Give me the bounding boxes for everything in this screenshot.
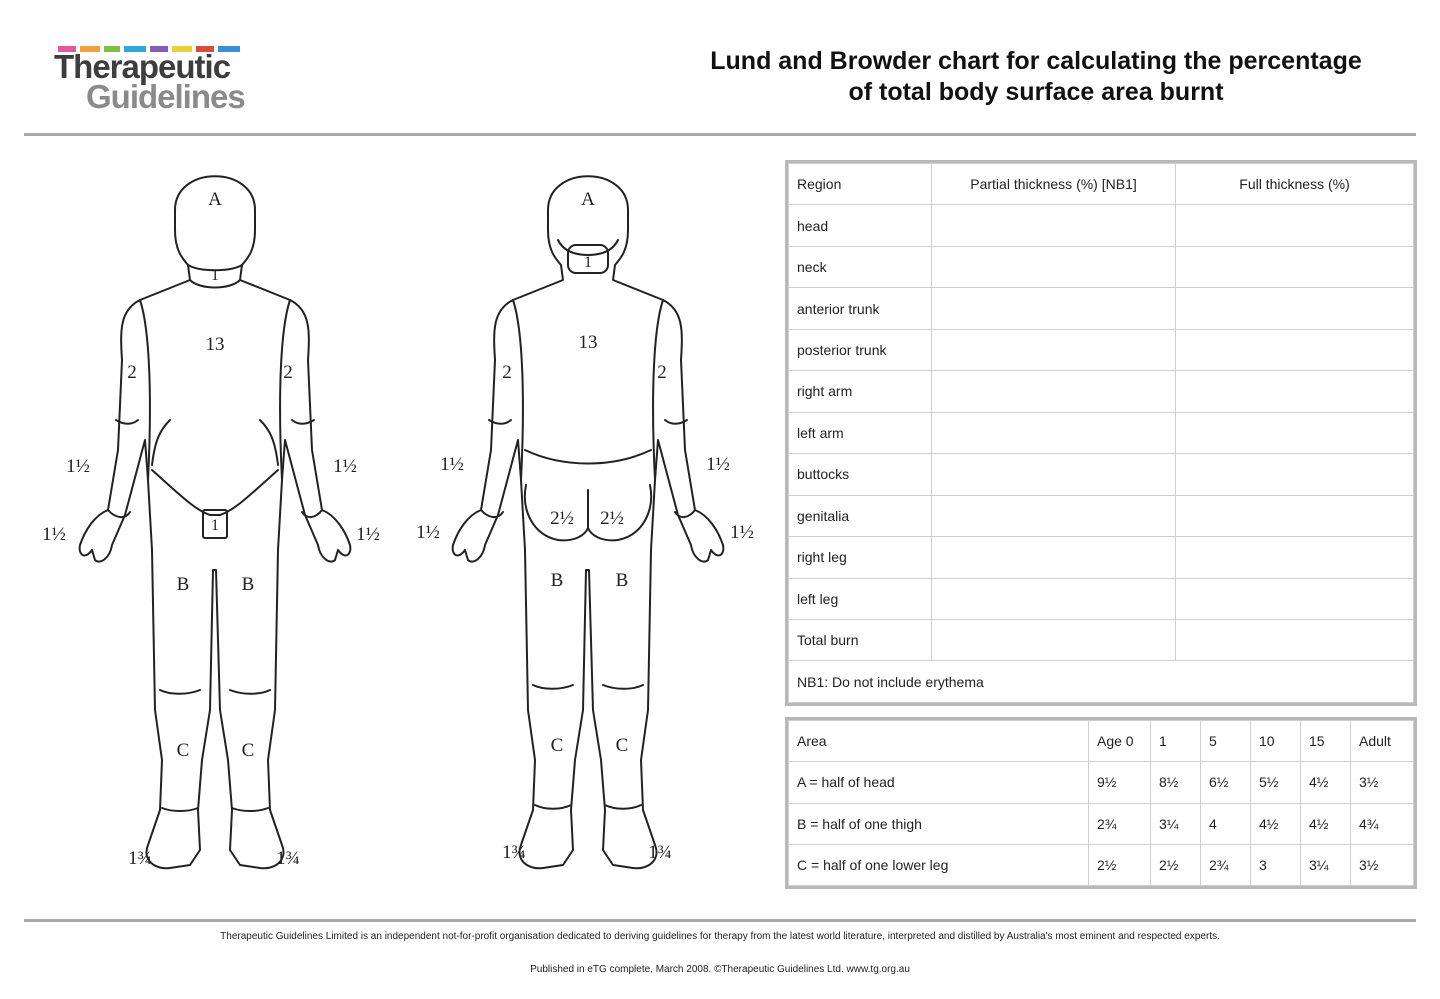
area-name: A = half of head xyxy=(789,762,1089,803)
table-row xyxy=(789,762,1414,803)
value-cell: 4½ xyxy=(1251,803,1301,844)
table-row xyxy=(789,454,1414,495)
back-right-buttock-label: 2½ xyxy=(550,508,574,529)
partial-thickness-cell[interactable] xyxy=(932,329,1176,370)
full-thickness-cell[interactable] xyxy=(1176,619,1414,660)
full-thickness-cell[interactable] xyxy=(1176,412,1414,453)
table-row xyxy=(789,412,1414,453)
region-name: right arm xyxy=(789,371,932,412)
front-genitalia-label: 1 xyxy=(211,517,219,534)
partial-thickness-cell[interactable] xyxy=(932,412,1176,453)
table-row xyxy=(789,844,1414,885)
header-full-thickness: Full thickness (%) xyxy=(1176,164,1414,205)
value-cell: 8½ xyxy=(1151,762,1201,803)
front-left-foot-label: 1¾ xyxy=(276,848,300,869)
full-thickness-cell[interactable] xyxy=(1176,246,1414,287)
front-trunk-label: 13 xyxy=(205,334,225,355)
header-area: Area xyxy=(789,721,1089,762)
title-line-2: of total body surface area burnt xyxy=(848,78,1224,106)
footer-divider xyxy=(24,919,1416,922)
table-note: NB1: Do not include erythema xyxy=(789,661,1414,703)
table-row xyxy=(789,578,1414,619)
front-neck-label: 1 xyxy=(211,267,219,284)
back-left-forearm-label: 1½ xyxy=(706,454,730,475)
header-age-10: 10 xyxy=(1251,721,1301,762)
front-left-forearm-label: 1½ xyxy=(333,456,357,477)
therapeutic-guidelines-logo xyxy=(50,40,270,120)
partial-thickness-cell[interactable] xyxy=(932,371,1176,412)
value-cell: 2¾ xyxy=(1089,803,1151,844)
region-name: genitalia xyxy=(789,495,932,536)
partial-thickness-cell[interactable] xyxy=(932,578,1176,619)
value-cell: 2½ xyxy=(1151,844,1201,885)
area-name: C = half of one lower leg xyxy=(789,844,1089,885)
partial-thickness-cell[interactable] xyxy=(932,454,1176,495)
region-name: right leg xyxy=(789,537,932,578)
front-left-hand-label: 1½ xyxy=(356,524,380,545)
back-body-outline xyxy=(453,176,724,868)
header-age-1: 1 xyxy=(1151,721,1201,762)
table-row xyxy=(789,371,1414,412)
table-row xyxy=(789,495,1414,536)
back-neck-label: 1 xyxy=(584,254,592,271)
partial-thickness-cell[interactable] xyxy=(932,619,1176,660)
front-right-lower-leg-label: C xyxy=(176,740,190,761)
value-cell: 3½ xyxy=(1351,844,1414,885)
value-cell: 3 xyxy=(1251,844,1301,885)
value-cell: 5½ xyxy=(1251,762,1301,803)
header-age-5: 5 xyxy=(1201,721,1251,762)
value-cell: 4½ xyxy=(1301,803,1351,844)
back-right-upper-arm-label: 2 xyxy=(502,362,512,383)
table-row xyxy=(789,288,1414,329)
partial-thickness-cell[interactable] xyxy=(932,205,1176,246)
region-name: left leg xyxy=(789,578,932,619)
table-row xyxy=(789,537,1414,578)
footer-publication: Published in eTG complete, March 2008. ©Therapeutic Guidelines Ltd. www.tg.org.au xyxy=(530,964,910,975)
back-left-hand-label: 1½ xyxy=(730,522,754,543)
partial-thickness-cell[interactable] xyxy=(932,495,1176,536)
region-table-header-row xyxy=(789,164,1414,205)
page-title xyxy=(656,46,1416,108)
back-right-forearm-label: 1½ xyxy=(440,454,464,475)
header-age-adult: Adult xyxy=(1351,721,1414,762)
table-row xyxy=(789,329,1414,370)
front-left-lower-leg-label: C xyxy=(241,740,255,761)
front-left-thigh-label: B xyxy=(241,574,255,595)
table-row xyxy=(789,246,1414,287)
value-cell: 3¼ xyxy=(1151,803,1201,844)
value-cell: 9½ xyxy=(1089,762,1151,803)
value-cell: 4½ xyxy=(1301,762,1351,803)
region-name: Total burn xyxy=(789,619,932,660)
value-cell: 6½ xyxy=(1201,762,1251,803)
value-cell: 4 xyxy=(1201,803,1251,844)
partial-thickness-cell[interactable] xyxy=(932,288,1176,329)
front-right-upper-arm-label: 2 xyxy=(127,362,137,383)
back-left-lower-leg-label: C xyxy=(615,735,629,756)
front-right-foot-label: 1¾ xyxy=(128,848,152,869)
front-head-label: A xyxy=(208,189,222,210)
value-cell: 3¼ xyxy=(1301,844,1351,885)
region-name: head xyxy=(789,205,932,246)
back-left-upper-arm-label: 2 xyxy=(657,362,667,383)
table-row xyxy=(789,205,1414,246)
front-right-hand-label: 1½ xyxy=(42,524,66,545)
back-left-thigh-label: B xyxy=(615,570,629,591)
header-age-0: Age 0 xyxy=(1089,721,1151,762)
back-left-buttock-label: 2½ xyxy=(600,508,624,529)
region-name: anterior trunk xyxy=(789,288,932,329)
region-burn-table xyxy=(785,160,1417,706)
body-diagrams xyxy=(20,150,780,910)
age-percentage-table xyxy=(785,717,1417,889)
table-row xyxy=(789,803,1414,844)
back-left-foot-label: 1¾ xyxy=(648,842,672,863)
region-name: neck xyxy=(789,246,932,287)
front-right-thigh-label: B xyxy=(176,574,190,595)
full-thickness-cell[interactable] xyxy=(1176,329,1414,370)
front-right-forearm-label: 1½ xyxy=(66,456,90,477)
front-left-upper-arm-label: 2 xyxy=(283,362,293,383)
value-cell: 3½ xyxy=(1351,762,1414,803)
value-cell: 2¾ xyxy=(1201,844,1251,885)
footer-description: Therapeutic Guidelines Limited is an independent not-for-profit organisation dedicated to deriving guidelines for therapy from the latest world literature, interpreted and distilled by Australia's most eminent and respected experts. xyxy=(220,931,1220,942)
back-right-foot-label: 1¾ xyxy=(502,842,526,863)
back-head-label: A xyxy=(581,189,595,210)
table-row xyxy=(789,619,1414,660)
partial-thickness-cell[interactable] xyxy=(932,246,1176,287)
back-right-hand-label: 1½ xyxy=(416,522,440,543)
value-cell: 2½ xyxy=(1089,844,1151,885)
region-name: left arm xyxy=(789,412,932,453)
header-divider xyxy=(24,133,1416,136)
back-right-thigh-label: B xyxy=(550,570,564,591)
logo-text-therapeutic: Therapeutic xyxy=(54,48,231,85)
title-line-1: Lund and Browder chart for calculating the percentage xyxy=(710,47,1362,75)
full-thickness-cell[interactable] xyxy=(1176,205,1414,246)
region-name: posterior trunk xyxy=(789,329,932,370)
value-cell: 4¾ xyxy=(1351,803,1414,844)
age-table-header-row xyxy=(789,721,1414,762)
region-name: buttocks xyxy=(789,454,932,495)
area-name: B = half of one thigh xyxy=(789,803,1089,844)
full-thickness-cell[interactable] xyxy=(1176,537,1414,578)
header-region: Region xyxy=(789,164,932,205)
logo-text-guidelines: Guidelines xyxy=(86,78,245,115)
header-age-15: 15 xyxy=(1301,721,1351,762)
full-thickness-cell[interactable] xyxy=(1176,288,1414,329)
full-thickness-cell[interactable] xyxy=(1176,454,1414,495)
back-right-lower-leg-label: C xyxy=(550,735,564,756)
full-thickness-cell[interactable] xyxy=(1176,371,1414,412)
partial-thickness-cell[interactable] xyxy=(932,537,1176,578)
table-note-row xyxy=(789,661,1414,703)
full-thickness-cell[interactable] xyxy=(1176,495,1414,536)
back-trunk-label: 13 xyxy=(578,332,598,353)
full-thickness-cell[interactable] xyxy=(1176,578,1414,619)
header-partial-thickness: Partial thickness (%) [NB1] xyxy=(932,164,1176,205)
